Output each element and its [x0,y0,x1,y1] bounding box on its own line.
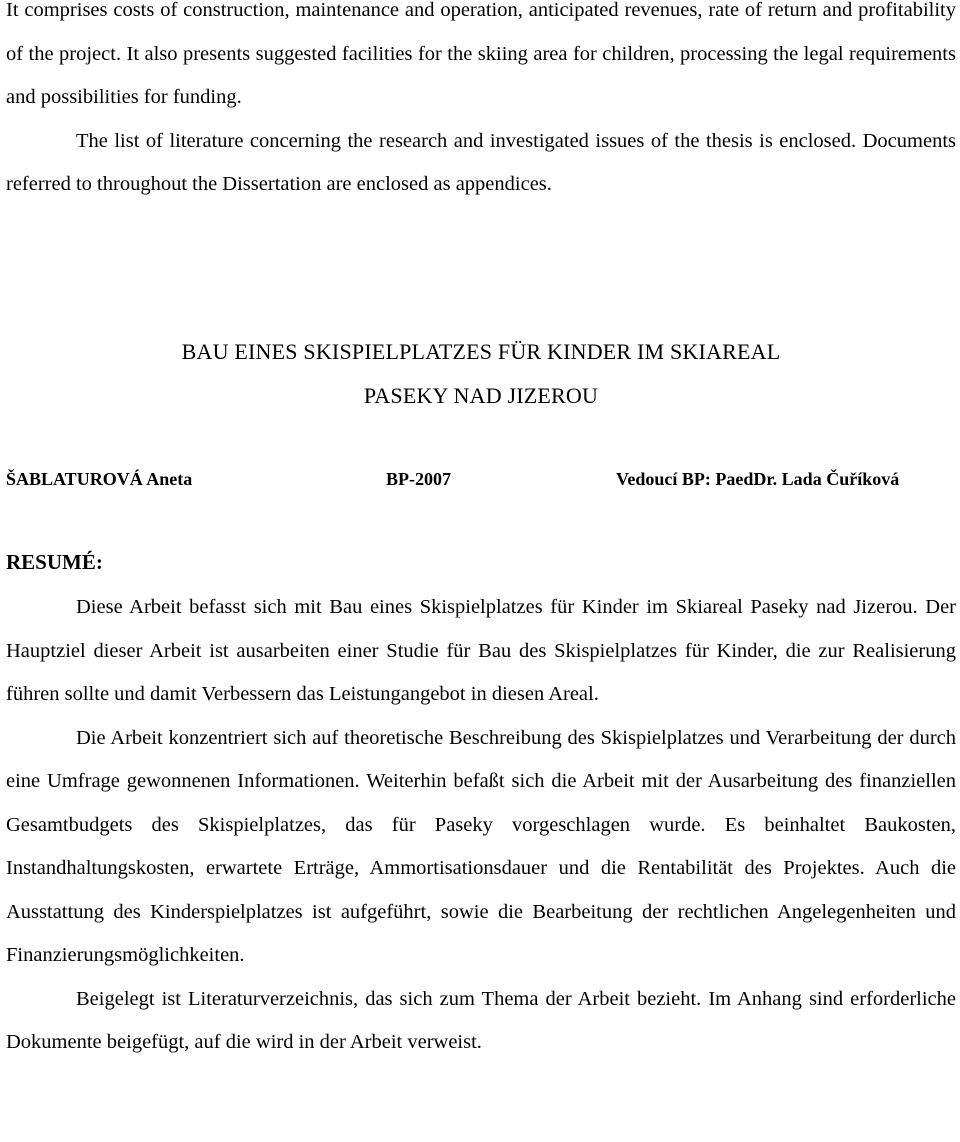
thesis-code: BP-2007 [386,469,451,489]
german-resume [6,586,956,1065]
thesis-title-line-2: PASEKY NAD JIZEROU [363,383,599,408]
resume-paragraph-3: Beigelegt ist Literaturverzeichnis, das sich zum Thema der Arbeit bezieht. Im Anhang sind erforderliche Dokumente beigefügt, auf die wird in der Arbeit verweist. [6,987,956,1053]
resume-paragraph-2: Die Arbeit konzentriert sich auf theoretische Beschreibung des Skispielplatzes und Verarbeitung der durch eine Umfrage gewonnenen Informationen. Weiterhin befaßt sich die Arbeit mit der Ausarbeitung des finanziellen Gesamtbudgets des Skispielplatzes, das für Paseky vorgeschlagen wurde. Es beinhaltet Baukosten, Instandhaltungskosten, erwartete Erträge, Ammortisationsdauer und die Rentabilität des Projektes. Auch die Ausstattung des Kinderspielplatzes ist aufgeführt, sowie die Bearbeitung der rechtlichen Angelegenheiten und Finanzierungsmöglichkeiten. [6,726,956,966]
document-page [6,0,956,1142]
resume-heading: RESUMÉ: [6,550,103,574]
supervisor: Vedoucí BP: PaedDr. Lada Čuříková [616,469,900,489]
english-abstract [6,0,956,207]
resume-paragraph-1: Diese Arbeit befasst sich mit Bau eines Skispielplatzes für Kinder im Skiareal Paseky nad Jizerou. Der Hauptziel dieser Arbeit ist ausarbeiten einer Studie für Bau des Skispielplatzes für Kinder, die zur Realisierung führen sollte und damit Verbessern das Leistungangebot in diesen Areal. [6,596,956,705]
author-name: ŠABLATUROVÁ Aneta [6,469,193,489]
english-paragraph-2: The list of literature concerning the research and investigated issues of the thesis is enclosed. Documents referred to throughout the Dissertation are enclosed as appendices. [6,129,956,195]
english-paragraph-1: It comprises costs of construction, maintenance and operation, anticipated revenues, rate of return and profitability of the project. It also presents suggested facilities for the skiing area for children, processing the legal requirements and possibilities for funding. [6,0,956,108]
thesis-title-line-1: BAU EINES SKISPIELPLATZES FÜR KINDER IM SKIAREAL [181,339,781,364]
